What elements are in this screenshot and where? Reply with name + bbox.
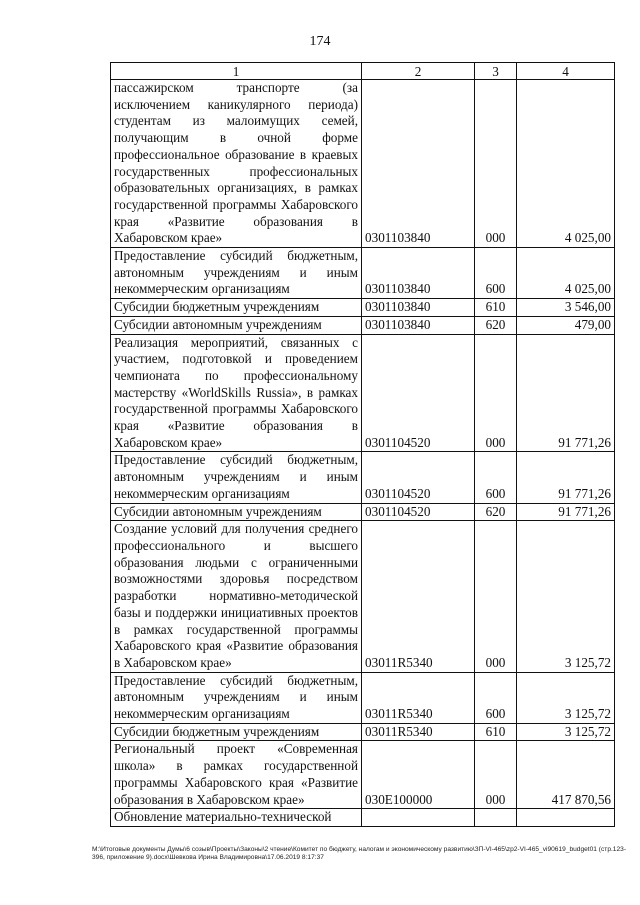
column-header-1: 1 [111, 63, 362, 80]
row-amount: 3 125,72 [517, 672, 615, 723]
row-amount: 91 771,26 [517, 503, 615, 521]
row-description: Субсидии автономным учреждениям [111, 316, 362, 334]
row-amount: 3 125,72 [517, 723, 615, 741]
row-target-code: 03011R5340 [362, 672, 475, 723]
table-row [111, 809, 615, 827]
row-description: Субсидии автономным учреждениям [111, 503, 362, 521]
row-description: Реализация мероприятий, связанных с участием, подготовкой и проведением чемпионата по профессиональному мастерству «WorldSkills Russia», в рамках государственной программы Хабаровского края «Развитие образования в Хабаровском крае» [111, 334, 362, 452]
row-amount: 4 025,00 [517, 248, 615, 299]
row-amount: 479,00 [517, 316, 615, 334]
row-target-code: 0301104520 [362, 452, 475, 503]
table-row [111, 521, 615, 672]
row-target-code [362, 809, 475, 827]
row-target-code: 0301104520 [362, 503, 475, 521]
table-row [111, 80, 615, 248]
table-header-row [111, 63, 615, 80]
row-expense-type: 000 [475, 741, 517, 809]
table-row [111, 672, 615, 723]
row-target-code: 03011R5340 [362, 521, 475, 672]
row-target-code: 030E100000 [362, 741, 475, 809]
table-row [111, 741, 615, 809]
row-expense-type: 600 [475, 452, 517, 503]
column-header-3: 3 [475, 63, 517, 80]
row-expense-type: 620 [475, 316, 517, 334]
row-expense-type: 000 [475, 80, 517, 248]
row-amount [517, 809, 615, 827]
row-expense-type: 620 [475, 503, 517, 521]
row-expense-type: 000 [475, 334, 517, 452]
row-expense-type: 600 [475, 248, 517, 299]
row-expense-type: 610 [475, 299, 517, 317]
table-row [111, 248, 615, 299]
row-description: Субсидии бюджетным учреждениям [111, 299, 362, 317]
row-target-code: 0301103840 [362, 248, 475, 299]
row-amount: 4 025,00 [517, 80, 615, 248]
row-expense-type [475, 809, 517, 827]
row-description: Обновление материально-технической [111, 809, 362, 827]
row-target-code: 0301103840 [362, 299, 475, 317]
row-description: Создание условий для получения среднего профессионального и высшего образования людьми с ограниченными возможностями здоровья посредством разработки нормативно-методической базы и поддержки инициативных проектов в рамках государственной программы Хабаровского края «Развитие образования в Хабаровском крае» [111, 521, 362, 672]
row-description: Предоставление субсидий бюджетным, автономным учреждениям и иным некоммерческим организациям [111, 452, 362, 503]
budget-table [110, 62, 615, 827]
row-target-code: 0301104520 [362, 334, 475, 452]
column-header-2: 2 [362, 63, 475, 80]
row-target-code: 0301103840 [362, 80, 475, 248]
row-expense-type: 000 [475, 521, 517, 672]
table-row [111, 452, 615, 503]
row-description: Предоставление субсидий бюджетным, автономным учреждениям и иным некоммерческим организациям [111, 672, 362, 723]
column-header-4: 4 [517, 63, 615, 80]
row-amount: 91 771,26 [517, 334, 615, 452]
table-row [111, 503, 615, 521]
row-amount: 3 546,00 [517, 299, 615, 317]
row-target-code: 03011R5340 [362, 723, 475, 741]
row-amount: 91 771,26 [517, 452, 615, 503]
row-description: Региональный проект «Современная школа» в рамках государственной программы Хабаровского края «Развитие образования в Хабаровском крае» [111, 741, 362, 809]
document-path-footer: M:\Итоговые документы Думы\6 созыв\Проекты\Законы\2 чтение\Комитет по бюджету, налогам и экономическому развитию\ЗП-VI-465\zp2-VI-465_vi90619_budget01 (стр.123-396, приложение 9).docx\Шевкова Ирина Владимировна\17.06.2019 8:17:37 [92, 846, 627, 861]
table-row [111, 334, 615, 452]
row-amount: 417 870,56 [517, 741, 615, 809]
row-amount: 3 125,72 [517, 521, 615, 672]
row-description: пассажирском транспорте (за исключением каникулярного периода) студентам из малоимущих семей, получающим в очной форме профессиональное образование в краевых государственных профессиональных образовательных организациях, в рамках государственной программы Хабаровского края «Развитие образования в Хабаровском крае» [111, 80, 362, 248]
row-description: Предоставление субсидий бюджетным, автономным учреждениям и иным некоммерческим организациям [111, 248, 362, 299]
row-expense-type: 600 [475, 672, 517, 723]
page-number: 174 [309, 34, 331, 49]
table-row [111, 316, 615, 334]
table-row [111, 723, 615, 741]
row-description: Субсидии бюджетным учреждениям [111, 723, 362, 741]
table-row [111, 299, 615, 317]
row-target-code: 0301103840 [362, 316, 475, 334]
row-expense-type: 610 [475, 723, 517, 741]
